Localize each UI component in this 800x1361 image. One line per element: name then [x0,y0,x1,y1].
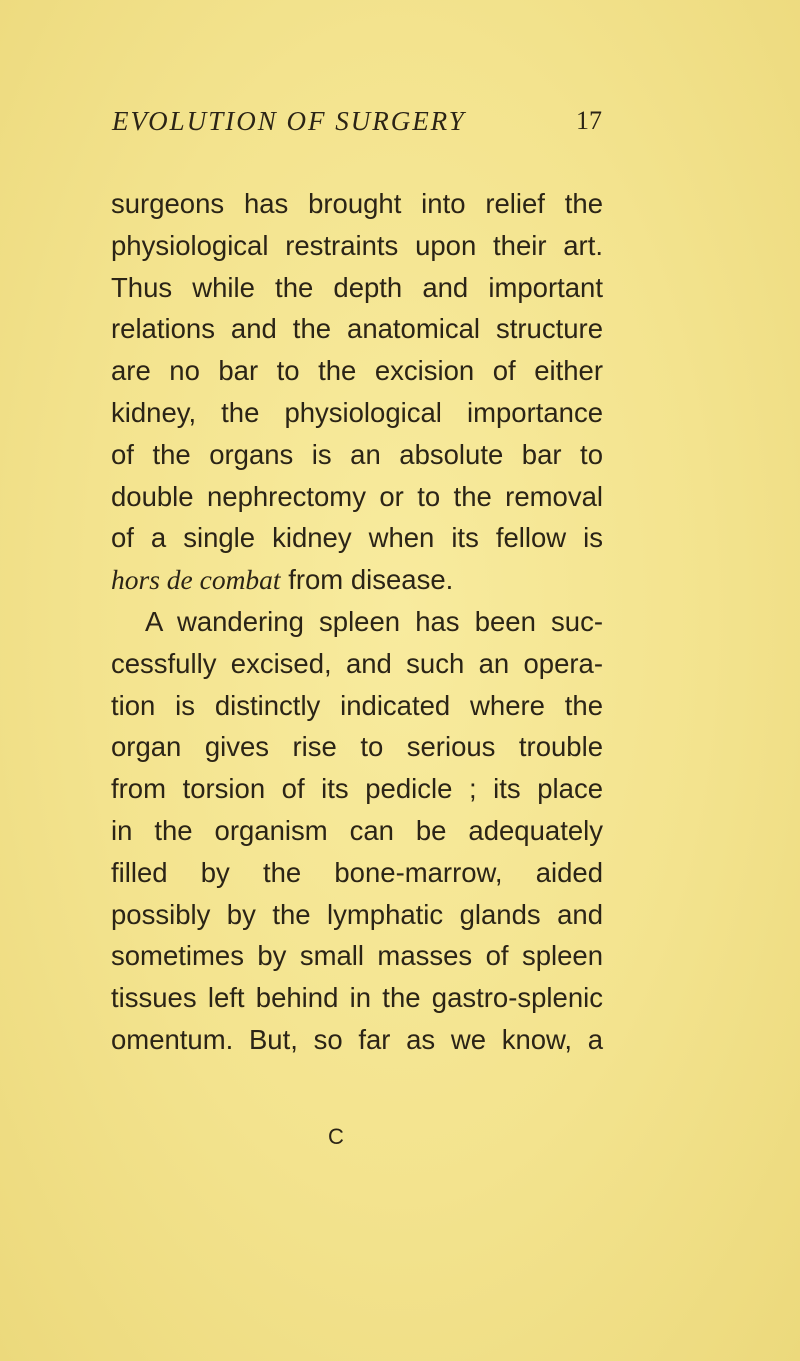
text-line: of the organs is an absolute bar to [111,438,603,470]
page-number: 17 [576,106,602,135]
text-line: are no bar to the excision of either [111,355,603,387]
text-line: possibly by the lymphatic glands and [111,898,603,930]
text-line: omentum. But, so far as we know, a [111,1023,603,1055]
paragraph [111,183,603,601]
body-text [111,183,603,1061]
text-line: relations and the anatomical structure [111,313,603,345]
text-line: organ gives rise to serious trouble [111,731,603,763]
text-line: sometimes by small masses of spleen [111,940,603,972]
text-line: of a single kidney when its fellow is [111,522,603,554]
text-line: in the organism can be adequately [111,814,603,846]
running-title: EVOLUTION OF SURGERY [112,106,466,136]
text-line: double nephrectomy or to the removal [111,480,603,512]
text-line: tissues left behind in the gastro-splenic [111,982,603,1014]
text-line: tion is distinctly indicated where the [111,689,603,721]
text-line: filled by the bone-marrow, aided [111,856,603,888]
text-run: from disease. [280,564,454,596]
text-line: Thus while the depth and important [111,271,603,303]
text-line: kidney, the physiological importance [111,396,603,428]
text-line: cessfully excised, and such an opera- [111,647,603,679]
text-line: physiological restraints upon their art. [111,229,603,261]
text-line: surgeons has brought into relief the [111,188,603,219]
running-head [112,106,602,146]
text-line [111,559,603,601]
text-line: from torsion of its pedicle ; its place [111,773,603,805]
paragraph [111,601,603,1061]
signature-letter: C [328,1124,344,1149]
signature-mark [0,1124,800,1150]
text-line: A wandering spleen has been suc- [145,605,603,637]
italic-phrase: hors de combat [111,564,281,596]
